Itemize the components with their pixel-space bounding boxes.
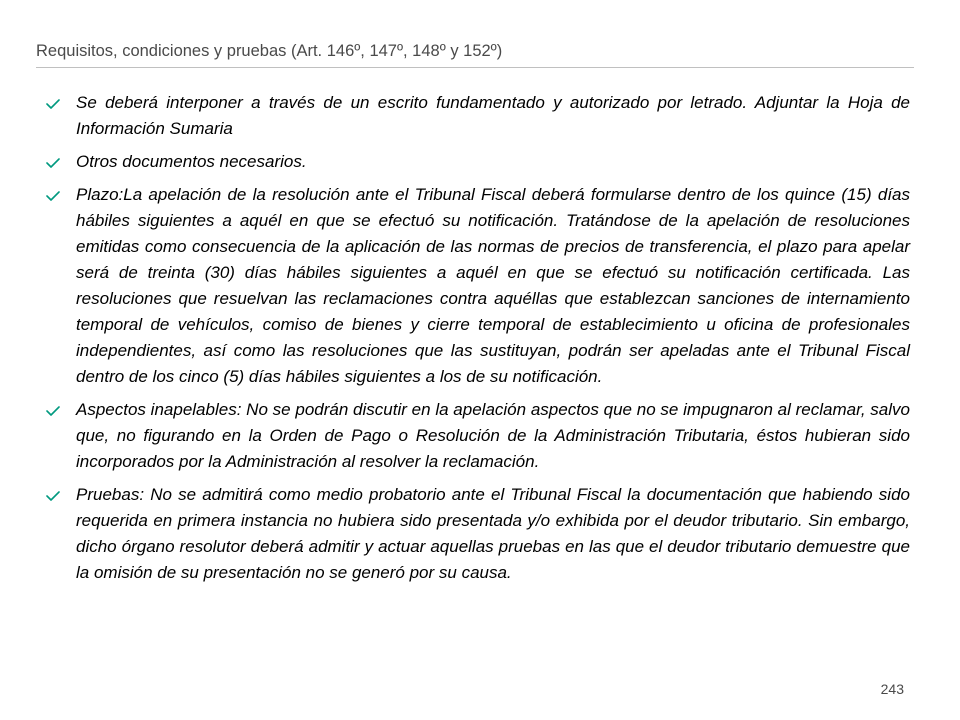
checkmark-bullet-icon xyxy=(46,191,60,201)
bullet-text: Se deberá interponer a través de un escrito fundamentado y autorizado por letrado. Adjuntar la Hoja de Información Sumaria xyxy=(76,93,910,138)
bullet-item xyxy=(46,397,910,475)
bullet-item xyxy=(46,482,910,586)
bullet-item xyxy=(46,149,910,175)
bullet-text: Aspectos inapelables: No se podrán discutir en la apelación aspectos que no se impugnaron al reclamar, salvo que, no figurando en la Orden de Pago o Resolución de la Administración Tributaria, éstos hubieran sido incorporados por la Administración al resolver la reclamación. xyxy=(76,400,910,471)
checkmark-bullet-icon xyxy=(46,158,60,168)
title-divider xyxy=(36,67,914,68)
bullet-item xyxy=(46,182,910,390)
checkmark-bullet-icon xyxy=(46,491,60,501)
bullet-text: Pruebas: No se admitirá como medio probatorio ante el Tribunal Fiscal la documentación que habiendo sido requerida en primera instancia no hubiera sido presentada y/o exhibida por el deudor tributario. Sin embargo, dicho órgano resolutor deberá admitir y actuar aquellas pruebas en las que el deudor tributario demuestre que la omisión de su presentación no se generó por su causa. xyxy=(76,485,910,582)
checkmark-bullet-icon xyxy=(46,406,60,416)
bullet-text: Otros documentos necesarios. xyxy=(76,152,307,171)
bullet-text: Plazo:La apelación de la resolución ante el Tribunal Fiscal deberá formularse dentro de los quince (15) días hábiles siguientes a aquél en que se efectuó su notificación. Tratándose de la apelación de resoluciones emitidas como consecuencia de la aplicación de las normas de precios de transferencia, el plazo para apelar será de treinta (30) días hábiles siguientes a aquél en que se efectuó su notificación certificada. Las resoluciones que resuelvan las reclamaciones contra aquéllas que establezcan sanciones de internamiento temporal de vehículos, comiso de bienes y cierre temporal de establecimiento u oficina de profesionales independientes, así como las resoluciones que las sustituyan, podrán ser apeladas ante el Tribunal Fiscal dentro de los cinco (5) días hábiles siguientes a los de su notificación. xyxy=(76,185,910,386)
bullet-item xyxy=(46,90,910,142)
bullet-list xyxy=(46,90,910,586)
page-number: 243 xyxy=(880,681,904,697)
slide-title: Requisitos, condiciones y pruebas (Art. 146º, 147º, 148º y 152º) xyxy=(36,42,503,60)
checkmark-bullet-icon xyxy=(46,99,60,109)
